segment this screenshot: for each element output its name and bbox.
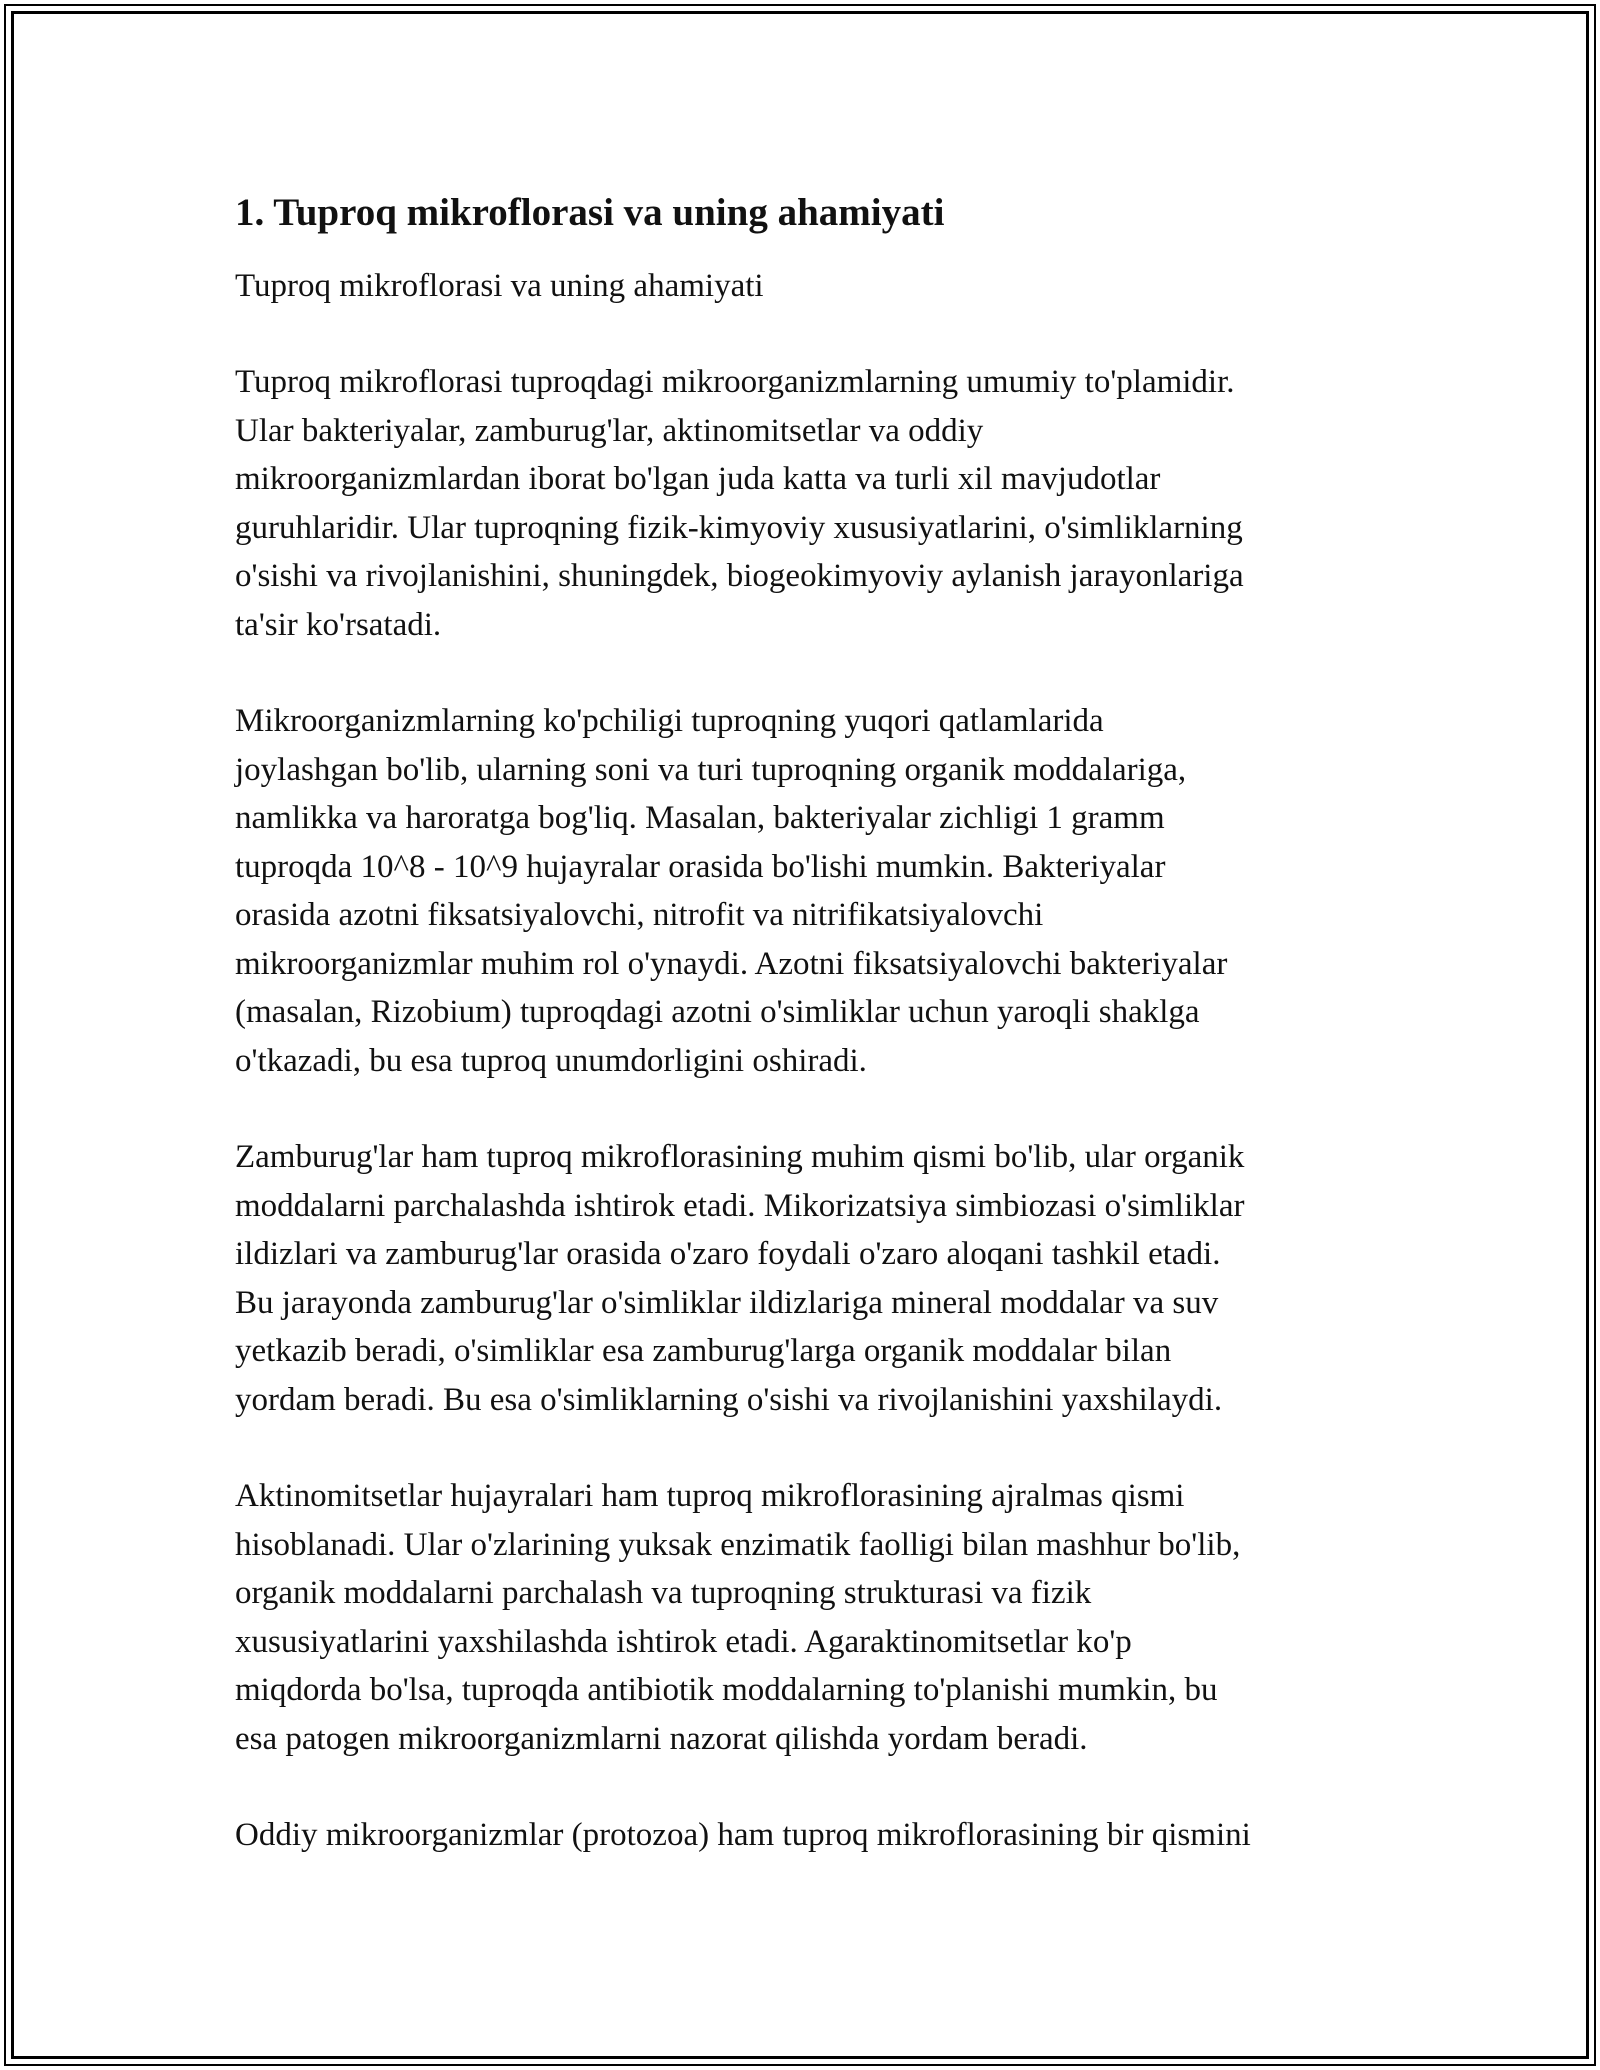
paragraph-line: Bu jarayonda zamburug'lar o'simliklar ildizlariga mineral moddalar va suv — [235, 1284, 1219, 1321]
paragraph-line: xususiyatlarini yaxshilashda ishtirok etadi. Agaraktinomitsetlar ko'p — [235, 1623, 1132, 1660]
paragraph-line: yetkazib beradi, o'simliklar esa zamburug'larga organik moddalar bilan — [235, 1333, 1172, 1369]
document-body — [235, 186, 1375, 1908]
paragraph-line: hisoblanadi. Ular o'zlarining yuksak enzimatik faolligi bilan mashhur bo'lib, — [235, 1526, 1241, 1563]
paragraph-line: ildizlari va zamburug'lar orasida o'zaro foydali o'zaro aloqani tashkil etadi. — [235, 1236, 1221, 1272]
paragraph-line: o'tkazadi, bu esa tuproq unumdorligini oshiradi. — [235, 1042, 867, 1079]
paragraph-line: moddalarni parchalashda ishtirok etadi. Mikorizatsiya simbiozasi o'simliklar — [235, 1187, 1245, 1224]
paragraph-line: mikroorganizmlardan iborat bo'lgan juda katta va turli xil mavjudotlar — [235, 461, 1161, 497]
paragraph-line: o'sishi va rivojlanishini, shuningdek, biogeokimyoviy aylanish jarayonlariga — [235, 558, 1244, 594]
paragraph-list — [235, 358, 1375, 1860]
paragraph-line: Aktinomitsetlar hujayralari ham tuproq mikroflorasining ajralmas qismi — [235, 1478, 1185, 1514]
paragraph-line: orasida azotni fiksatsiyalovchi, nitrofit va nitrifikatsiyalovchi — [235, 897, 1044, 933]
paragraph-line: organik moddalarni parchalash va tuproqning strukturasi va fizik — [235, 1575, 1092, 1611]
paragraph-line: esa patogen mikroorganizmlarni nazorat qilishda yordam beradi. — [235, 1720, 1088, 1757]
paragraph — [235, 1472, 1375, 1763]
paragraph-line: mikroorganizmlar muhim rol o'ynaydi. Azotni fiksatsiyalovchi bakteriyalar — [235, 945, 1228, 982]
paragraph-line: tuproqda 10^8 - 10^9 hujayralar orasida bo'lishi mumkin. Bakteriyalar — [235, 848, 1166, 885]
paragraph — [235, 358, 1375, 649]
paragraph-line: ta'sir ko'rsatadi. — [235, 606, 442, 643]
paragraph-line: Mikroorganizmlarning ko'pchiligi tuproqning yuqori qatlamlarida — [235, 703, 1104, 739]
section-heading: 1. Tuproq mikroflorasi va uning ahamiyati — [235, 191, 945, 234]
paragraph-line: guruhlaridir. Ular tuproqning fizik-kimyoviy xususiyatlarini, o'simliklarning — [235, 509, 1243, 546]
paragraph-line: namlikka va haroratga bog'liq. Masalan, bakteriyalar zichligi 1 gramm — [235, 800, 1165, 836]
paragraph-line: Oddiy mikroorganizmlar (protozoa) ham tuproq mikroflorasining bir qismini — [235, 1817, 1251, 1853]
paragraph — [235, 1811, 1375, 1860]
paragraph-line: joylashgan bo'lib, ularning soni va turi tuproqning organik moddalariga, — [235, 751, 1187, 788]
paragraph-line: miqdorda bo'lsa, tuproqda antibiotik moddalarning to'planishi mumkin, bu — [235, 1672, 1218, 1708]
paragraph — [235, 1133, 1375, 1424]
section-subtitle: Tuproq mikroflorasi va uning ahamiyati — [235, 268, 764, 304]
paragraph-line: (masalan, Rizobium) tuproqdagi azotni o'simliklar uchun yaroqli shaklga — [235, 994, 1200, 1030]
paragraph-line: Tuproq mikroflorasi tuproqdagi mikroorganizmlarning umumiy to'plamidir. — [235, 364, 1235, 400]
paragraph — [235, 697, 1375, 1085]
paragraph-line: yordam beradi. Bu esa o'simliklarning o'sishi va rivojlanishini yaxshilaydi. — [235, 1381, 1223, 1418]
paragraph-line: Zamburug'lar ham tuproq mikroflorasining muhim qismi bo'lib, ular organik — [235, 1139, 1245, 1175]
paragraph-line: Ular bakteriyalar, zamburug'lar, aktinomitsetlar va oddiy — [235, 412, 984, 449]
